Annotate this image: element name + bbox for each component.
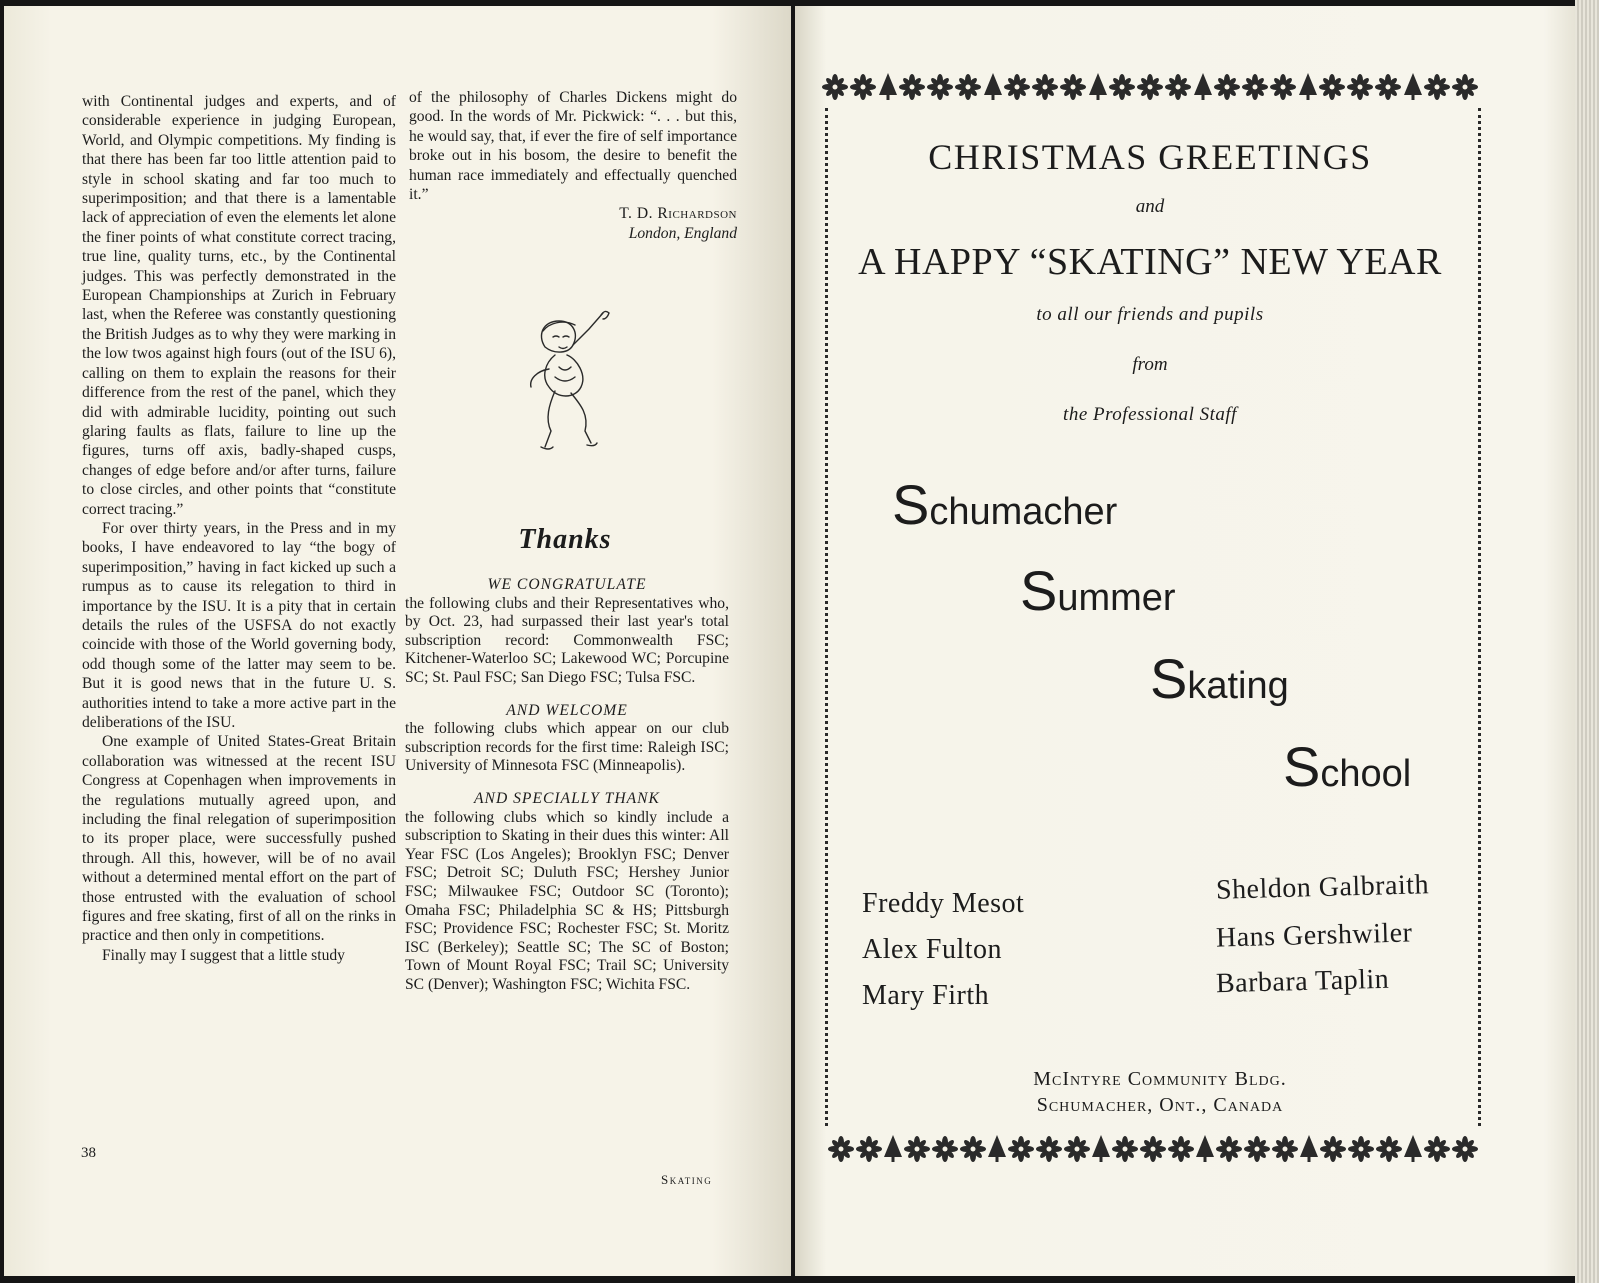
page-number: 38 (81, 1145, 96, 1161)
christmas-tree-icon (1404, 73, 1422, 106)
poinsettia-icon (960, 1136, 986, 1167)
magazine-footer: Skating (661, 1172, 713, 1187)
poinsettia-icon (1214, 74, 1240, 105)
and-text: and (1135, 196, 1165, 217)
poinsettia-icon (904, 1136, 930, 1167)
poinsettia-icon (1168, 1136, 1194, 1167)
poinsettia-icon (1112, 1136, 1138, 1167)
christmas-tree-icon (1194, 73, 1212, 106)
address-line-1: McIntyre Community Bldg. (1033, 1068, 1287, 1090)
poinsettia-icon (1320, 1136, 1346, 1167)
poinsettia-icon (1452, 74, 1478, 105)
ornament-border-bottom (828, 1134, 1478, 1168)
staff-name: Mary Firth (862, 980, 990, 1011)
poinsettia-icon (850, 74, 876, 105)
christmas-tree-icon (1089, 73, 1107, 106)
poinsettia-icon (1004, 74, 1030, 105)
article-column-2 (409, 88, 737, 243)
christmas-tree-icon (1404, 1135, 1422, 1168)
staff-name: Barbara Taplin (1215, 963, 1390, 1000)
poinsettia-icon (1036, 1136, 1062, 1167)
poinsettia-icon (899, 74, 925, 105)
christmas-tree-icon (879, 73, 897, 106)
poinsettia-icon (1424, 74, 1450, 105)
christmas-tree-icon (884, 1135, 902, 1168)
poinsettia-icon (1008, 1136, 1034, 1167)
poinsettia-icon (1272, 1136, 1298, 1167)
welcome-text: the following clubs which appear on our club subscription records for the first time: Raleigh ISC; University of Minnesota FSC (Minneapolis). (405, 720, 729, 775)
poinsettia-icon (1375, 74, 1401, 105)
thanks-section (405, 576, 729, 994)
poinsettia-icon (1032, 74, 1058, 105)
staff-name: Hans Gershwiler (1215, 917, 1413, 954)
christmas-tree-icon (1300, 1135, 1318, 1168)
welcome-subheading: AND WELCOME (506, 701, 628, 719)
staff-name: Freddy Mesot (862, 888, 1025, 919)
congratulate-subheading: WE CONGRATULATE (487, 576, 647, 593)
poinsettia-icon (955, 74, 981, 105)
christmas-tree-icon (1299, 73, 1317, 106)
christmas-greetings-heading: CHRISTMAS GREETINGS (928, 137, 1372, 177)
poinsettia-icon (1424, 1136, 1450, 1167)
poinsettia-icon (1064, 1136, 1090, 1167)
poinsettia-icon (1216, 1136, 1242, 1167)
christmas-tree-icon (1092, 1135, 1110, 1168)
poinsettia-icon (856, 1136, 882, 1167)
poinsettia-icon (932, 1136, 958, 1167)
staff-name: Sheldon Galbraith (1215, 869, 1430, 906)
christmas-tree-icon (984, 73, 1002, 106)
school-word-skating: Skating (1150, 647, 1289, 710)
professional-staff-text: the Professional Staff (1063, 404, 1237, 425)
poinsettia-icon (1319, 74, 1345, 105)
ornament-border-top (822, 72, 1478, 106)
poinsettia-icon (1140, 1136, 1166, 1167)
specially-thank-text: the following clubs which so kindly include a subscription to Skating in their dues this winter: All Year FSC (Los Angeles); Brooklyn FSC; Denver FSC; Detroit SC; Duluth FSC; Hershey Junior FSC; Milwaukee FSC; Outdoor SC (Toronto); Omaha FSC; Philadelphia SC & HS; Pittsburgh FSC; Providence FSC; Rochester FSC; St. Moritz ISC (Berkeley); Seattle SC; The SC of Boston; Town of Mount Royal FSC; Trail SC; University SC (Denver); Washington FSC; Wichita FSC. (405, 808, 729, 993)
thanks-heading: Thanks (518, 524, 612, 555)
poinsettia-icon (1060, 74, 1086, 105)
staff-name: Alex Fulton (862, 934, 1003, 965)
address-line-2: Schumacher, Ont., Canada (1036, 1094, 1284, 1116)
school-word-schumacher: Schumacher (892, 473, 1118, 536)
poinsettia-icon (1165, 74, 1191, 105)
poinsettia-icon (1137, 74, 1163, 105)
article-paragraph: of the philosophy of Charles Dickens might do good. In the words of Mr. Pickwick: “. . . but this, he would say, that, if ever the fire of self importance broke out in his bosom, the desire to benefit the human race immediately and effectually quenched it.” (409, 89, 737, 204)
author-location: London, England (628, 224, 737, 242)
poinsettia-icon (1244, 1136, 1270, 1167)
skater-girl-illustration (515, 307, 625, 467)
article-paragraph: Finally may I suggest that a little study (102, 946, 345, 964)
poinsettia-icon (1452, 1136, 1478, 1167)
article-column-1 (82, 92, 396, 965)
from-text: from (1132, 354, 1168, 375)
school-word-school: School (1283, 735, 1412, 798)
happy-new-year-heading: A HAPPY “SKATING” NEW YEAR (858, 241, 1442, 283)
poinsettia-icon (822, 74, 848, 105)
christmas-tree-icon (988, 1135, 1006, 1168)
poinsettia-icon (1348, 1136, 1374, 1167)
article-paragraph: with Continental judges and experts, and of considerable experience in judging European, World, and Olympic competitions. My finding is that there has been far too little attention paid to style in school skating and far too much to superimposition; and that there is a lamentable lack of appreciation of even the elements let alone the finer points of what constitute correct tracing, true line, quality turns, etc., by the Continental judges. This was perfectly demonstrated in the European Championships at Zurich in February last, when the Referee was constantly questioning the British Judges as to why they were marking in the low twos against high fours (out of the ISU 6), calling on them to explain the reasons for their difference from the rest of the panel, which they did with admirable lucidity, pointing out such glaring faults as flats, failure to line up the figures, turns off axis, badly-shaped cusps, changes of edge before and/or after turns, failure to close circles, and other points that “constitute correct tracing.” (82, 93, 396, 518)
school-word-summer: Summer (1020, 559, 1176, 622)
article-paragraph: One example of United States-Great Britain collaboration was witnessed at the recent ISU Congress at Copenhagen when improvements in the regulations mutually agreed upon, and including the final relegation of superimposition to its proper place, were successfully pushed through. All this, however, will be of no avail without a determined mental effort on the part of those entrusted with the evaluation of school figures and free skating, first of all on the rinks in practice and then only in competitions. (82, 733, 396, 945)
poinsettia-icon (1270, 74, 1296, 105)
poinsettia-icon (1109, 74, 1135, 105)
christmas-tree-icon (1196, 1135, 1214, 1168)
congratulate-text: the following clubs and their Representatives who, by Oct. 23, had surpassed their last year's total subscription record: Commonwealth FSC; Kitchener-Waterloo SC; Lakewood WC; Porcupine SC; St. Paul FSC; San Diego FSC; Tulsa FSC. (405, 594, 729, 686)
page-edges (1575, 0, 1599, 1283)
poinsettia-icon (1347, 74, 1373, 105)
poinsettia-icon (1242, 74, 1268, 105)
author-signature: T. D. Richardson (619, 205, 737, 223)
specially-thank-subheading: AND SPECIALLY THANK (474, 789, 660, 807)
poinsettia-icon (1376, 1136, 1402, 1167)
article-paragraph: For over thirty years, in the Press and in my books, I have endeavored to lay “the bogy of superimposition,” having in fact kicked up such a rumpus as to cause its relegation to third in importance by the ISU. It is a pity that in certain details the rules of the USFSA do not exactly coincide with those of the World governing body, odd though some of the latter may seem to be. But it is good news that in the future U. S. authorities intend to take a more active part in the deliberations of the ISU. (82, 519, 396, 731)
friends-pupils-text: to all our friends and pupils (1036, 304, 1264, 325)
poinsettia-icon (828, 1136, 854, 1167)
poinsettia-icon (927, 74, 953, 105)
